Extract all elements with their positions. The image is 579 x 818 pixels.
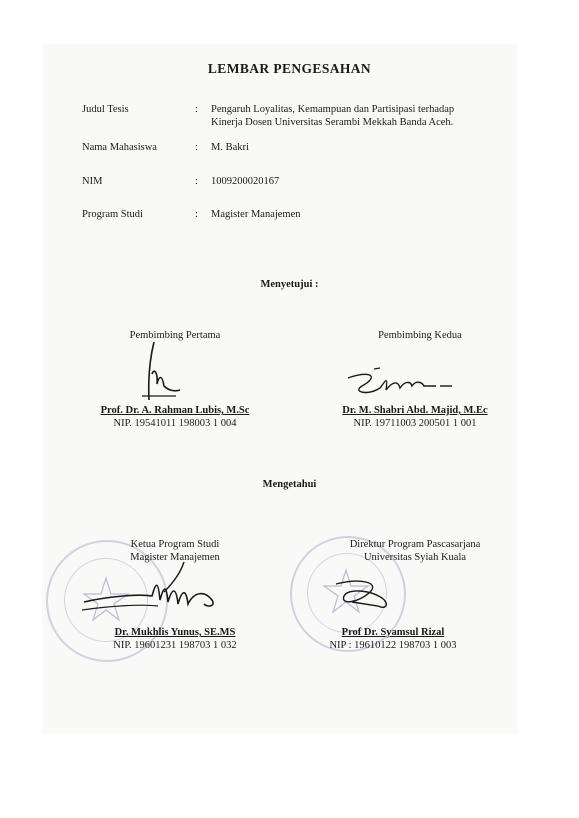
approver-2-role: Pembimbing Kedua xyxy=(378,330,462,341)
acknowledger-2-name: Prof Dr. Syamsul Rizal xyxy=(341,627,445,638)
acknowledger-2-nip: NIP : 19610122 198703 1 003 xyxy=(329,640,457,651)
value-judul-tesis-line2: Kinerja Dosen Universitas Serambi Mekkah Banda Aceh. xyxy=(211,117,454,128)
approval-heading: Menyetujui : xyxy=(260,279,319,290)
signature-acknowledger-1 xyxy=(80,560,230,632)
value-nama-mahasiswa: M. Bakri xyxy=(211,142,249,153)
acknowledge-heading: Mengetahui xyxy=(262,479,317,490)
label-program-studi: Program Studi xyxy=(82,209,143,220)
approver-1-role: Pembimbing Pertama xyxy=(129,330,221,341)
acknowledger-1-role-line1: Ketua Program Studi xyxy=(130,539,220,550)
label-judul-tesis: Judul Tesis xyxy=(82,104,129,115)
signature-acknowledger-2 xyxy=(330,576,410,616)
value-judul-tesis-line1: Pengaruh Loyalitas, Kemampuan dan Partisipasi terhadap xyxy=(211,104,455,115)
signature-approver-2 xyxy=(340,366,470,406)
approver-1-nip: NIP. 19541011 198003 1 004 xyxy=(113,418,237,429)
acknowledger-2-role-line1: Direktur Program Pascasarjana xyxy=(349,539,481,550)
colon: : xyxy=(195,104,198,115)
approver-2-nip: NIP. 19711003 200501 1 001 xyxy=(353,418,477,429)
acknowledger-2-role-line2: Universitas Syiah Kuala xyxy=(363,552,467,563)
page-title: LEMBAR PENGESAHAN xyxy=(207,61,372,76)
colon: : xyxy=(195,142,198,153)
approver-1-name: Prof. Dr. A. Rahman Lubis, M.Sc xyxy=(100,405,250,416)
value-program-studi: Magister Manajemen xyxy=(211,209,301,220)
colon: : xyxy=(195,176,198,187)
acknowledger-1-name: Dr. Mukhlis Yunus, SE.MS xyxy=(114,627,236,638)
value-nim: 1009200020167 xyxy=(211,176,280,187)
signature-approver-1 xyxy=(140,338,200,408)
approver-2-name: Dr. M. Shabri Abd. Majid, M.Ec xyxy=(342,405,488,416)
label-nim: NIM xyxy=(82,176,103,187)
label-nama-mahasiswa: Nama Mahasiswa xyxy=(82,142,157,153)
acknowledger-1-role-line2: Magister Manajemen xyxy=(130,552,220,563)
colon: : xyxy=(195,209,198,220)
acknowledger-1-nip: NIP. 19601231 198703 1 032 xyxy=(113,640,237,651)
